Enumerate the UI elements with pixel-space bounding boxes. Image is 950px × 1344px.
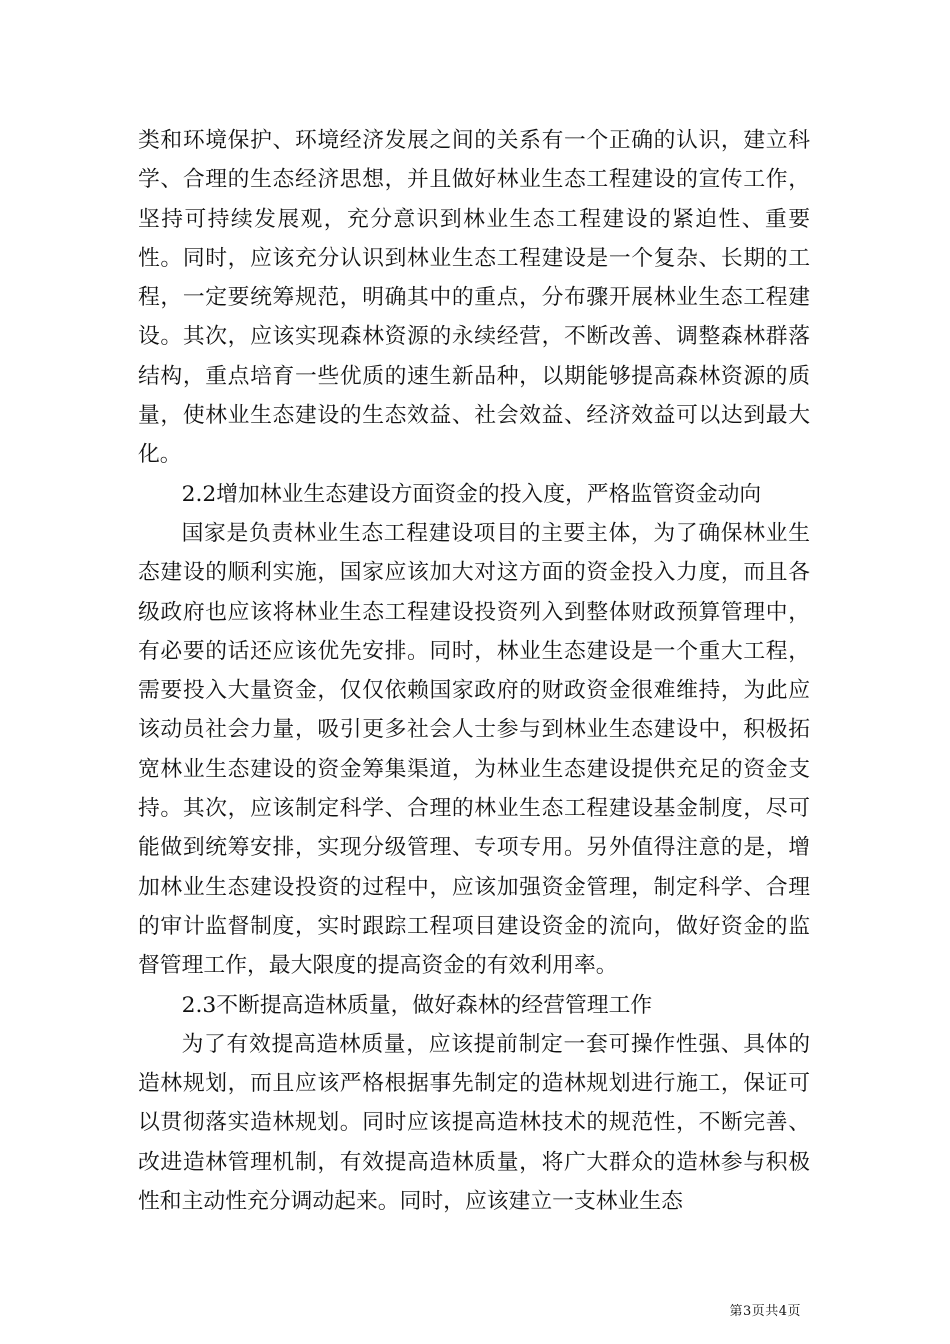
paragraph-funding: 国家是负责林业生态工程建设项目的主要主体，为了确保林业生态建设的顺利实施，国家应该加大对这方面的资金投入力度，而且各级政府也应该将林业生态工程建设投资列入到整体财政预算管理中，有必要的话还应该优先安排。同时，林业生态建设是一个重大工程，需要投入大量资金，仅仅依赖国家政府的财政资金很难维持，为此应该动员社会力量，吸引更多社会人士参与到林业生态建设中，积极拓宽林业生态建设的资金筹集渠道，为林业生态建设提供充足的资金支持。其次，应该制定科学、合理的林业生态工程建设基金制度，尽可能做到统筹安排，实现分级管理、专项专用。另外值得注意的是，增加林业生态建设投资的过程中，应该加强资金管理，制定科学、合理的审计监督制度，实时跟踪工程项目建设资金的流向，做好资金的监督管理工作，最大限度的提高资金的有效利用率。 xyxy=(138,520,810,979)
section-heading-2-3: 2.3不断提高造林质量，做好森林的经营管理工作 xyxy=(181,992,653,1018)
page-number-footer: 第3页共4页 xyxy=(729,1304,801,1319)
section-heading-2-2: 2.2增加林业生态建设方面资金的投入度，严格监管资金动向 xyxy=(181,481,762,507)
paragraph-afforestation: 为了有效提高造林质量，应该提前制定一套可操作性强、具体的造林规划，而且应该严格根据事先制定的造林规划进行施工，保证可以贯彻落实造林规划。同时应该提高造林技术的规范性，不断完善、改进造林管理机制，有效提高造林质量，将广大群众的造林参与积极性和主动性充分调动起来。同时，应该建立一支林业生态 xyxy=(138,1031,810,1215)
paragraph-continuation: 类和环境保护、环境经济发展之间的关系有一个正确的认识，建立科学、合理的生态经济思想，并且做好林业生态工程建设的宣传工作，坚持可持续发展观，充分意识到林业生态工程建设的紧迫性、重要性。同时，应该充分认识到林业生态工程建设是一个复杂、长期的工程，一定要统筹规范，明确其中的重点，分布骤开展林业生态工程建设。其次，应该实现森林资源的永续经营，不断改善、调整森林群落结构，重点培育一些优质的速生新品种，以期能够提高森林资源的质量，使林业生态建设的生态效益、社会效益、经济效益可以达到最大化。 xyxy=(138,128,810,468)
document-body xyxy=(138,121,810,1221)
